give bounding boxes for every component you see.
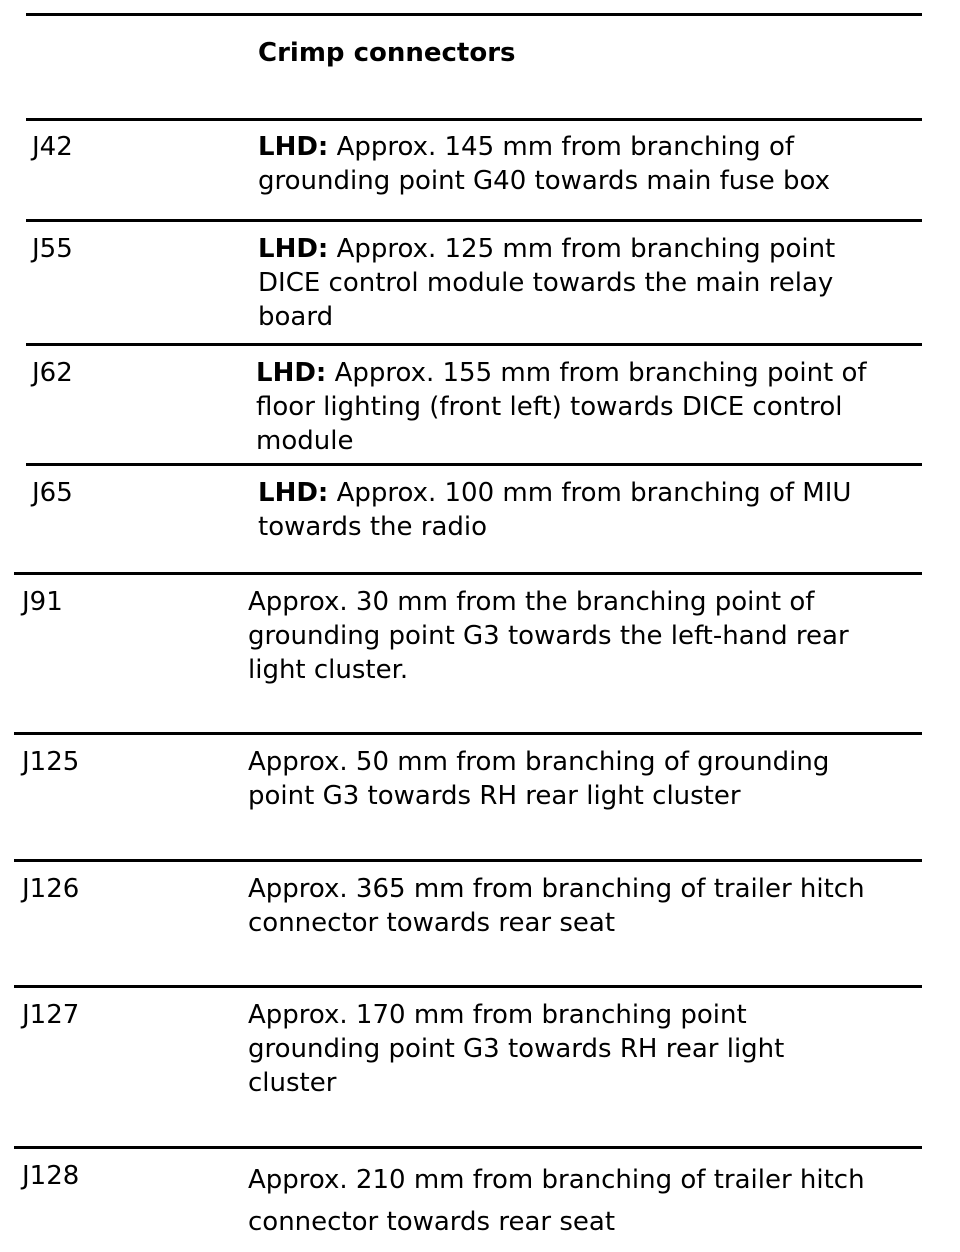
row-divider [26,343,922,346]
lhd-label: LHD: [258,132,329,162]
description-line: Approx. 50 mm from branching of grounding [248,747,830,777]
row-divider [14,859,922,862]
description-line: Approx. 30 mm from the branching point of [248,587,815,617]
description-line: Approx. 170 mm from branching point [248,1000,747,1030]
description-line: connector towards rear seat [248,908,616,938]
connector-code: J128 [22,1161,80,1191]
row-divider [14,572,922,575]
connector-code: J62 [32,358,73,388]
connector-code: J55 [32,234,73,264]
lhd-label: LHD: [258,234,329,264]
connector-description [256,356,926,458]
connector-code: J127 [22,1000,80,1030]
lhd-label: LHD: [256,358,327,388]
connector-description [258,476,928,544]
connector-description [248,745,918,813]
description-line: module [256,426,354,456]
connector-code: J126 [22,874,80,904]
description-line: LHD: Approx. 125 mm from branching point [258,234,836,264]
connector-description [248,872,918,940]
description-line: grounding point G3 towards the left-hand rear [248,621,849,651]
description-line: Approx. 365 mm from branching of trailer hitch [248,874,865,904]
connector-code: J42 [32,132,73,162]
description-line: LHD: Approx. 145 mm from branching of [258,132,795,162]
table-top-rule [26,13,922,16]
row-divider [14,732,922,735]
connector-code: J65 [32,478,73,508]
description-line: light cluster. [248,655,409,685]
connector-description [248,998,918,1100]
row-divider [14,1146,922,1149]
connector-description [258,130,928,198]
description-line: towards the radio [258,512,488,542]
connector-description [258,232,928,334]
description-line: board [258,302,334,332]
connector-description [248,1159,918,1243]
description-line: point G3 towards RH rear light cluster [248,781,741,811]
header-bottom-rule [26,118,922,121]
description-line: floor lighting (front left) towards DICE control [256,392,843,422]
row-divider [26,219,922,222]
row-divider [26,463,922,466]
connector-code: J91 [22,587,63,617]
lhd-label: LHD: [258,478,329,508]
description-line: cluster [248,1068,337,1098]
connector-code: J125 [22,747,80,777]
description-line: connector towards rear seat [248,1207,616,1237]
row-divider [14,985,922,988]
description-line: grounding point G40 towards main fuse box [258,166,831,196]
description-line: DICE control module towards the main relay [258,268,834,298]
connector-description [248,585,918,687]
column-header-description: Crimp connectors [258,38,516,68]
description-line: LHD: Approx. 100 mm from branching of MIU [258,478,852,508]
description-line: Approx. 210 mm from branching of trailer hitch [248,1165,865,1195]
description-line: LHD: Approx. 155 mm from branching point of [256,358,867,388]
description-line: grounding point G3 towards RH rear light [248,1034,785,1064]
